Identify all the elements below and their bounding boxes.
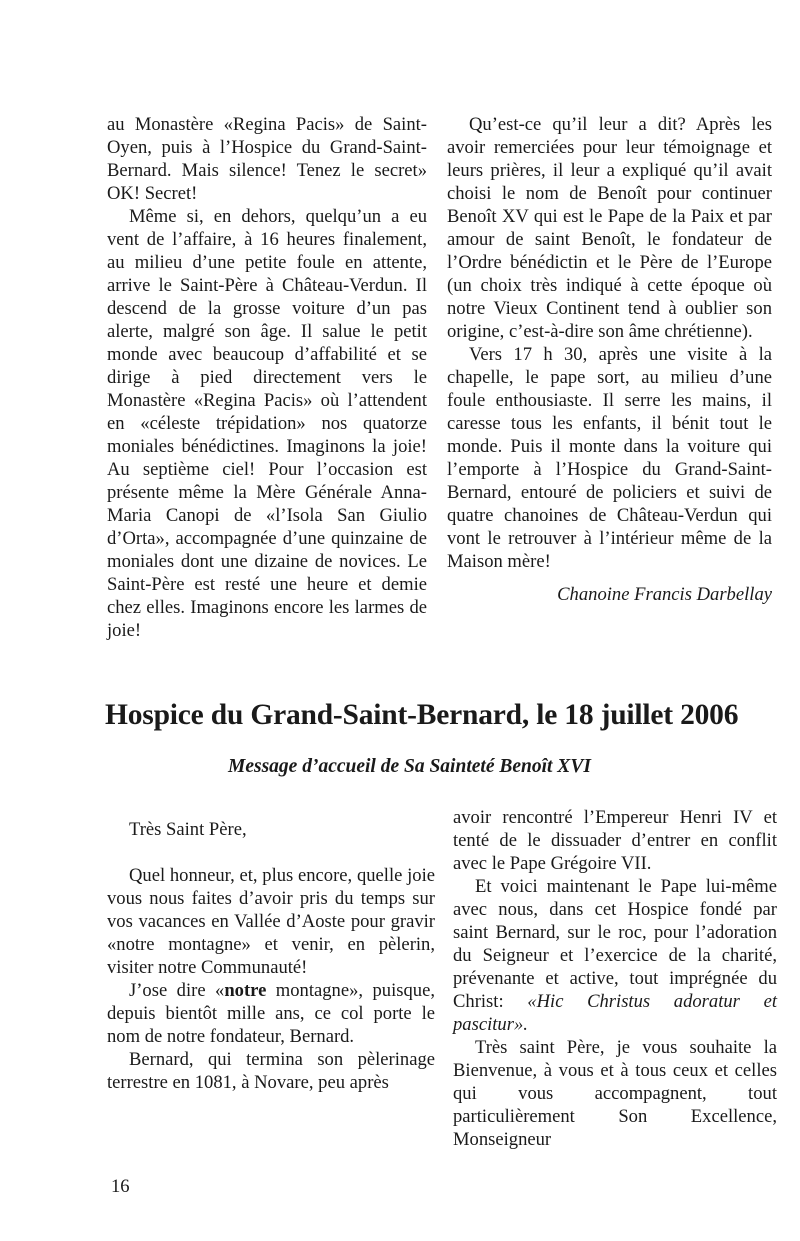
paragraph: Bernard, qui termina son pèlerinage terrestre en 1081, à Novare, peu après	[107, 1049, 435, 1093]
paragraph: au Monastère «Regina Pacis» de Saint-Oyen, puis à l’Hospice du Grand-Saint-Bernard. Mais silence! Tenez le secret» OK! Secret!	[107, 114, 427, 204]
paragraph: Très saint Père, je vous souhaite la Bienvenue, à vous et à tous ceux et celles qui vous accompagnent, tout particulièrement Son Excellence, Monseigneur	[453, 1037, 777, 1150]
text-run: J’ose dire «	[129, 980, 225, 1001]
paragraph	[453, 875, 777, 1036]
section-title: Hospice du Grand-Saint-Bernard, le 18 juillet 2006	[105, 699, 739, 731]
blank-line	[107, 841, 435, 864]
salutation: Très Saint Père,	[129, 819, 247, 840]
paragraph: Qu’est-ce qu’il leur a dit? Après les avoir remerciées pour leur témoignage et leurs prières, il leur a expliqué qu’il avait choisi le nom de Benoît pour continuer Benoît XV qui est le Pape de la Paix et par amour de saint Benoît, le fondateur de l’Ordre bénédictin et le Père de l’Europe (un choix très indiqué à cette époque où notre Vieux Continent tend à oublier son origine, c’est-à-dire son âme chrétienne).	[447, 114, 772, 342]
paragraph: avoir rencontré l’Empereur Henri IV et tenté de le dissuader d’entrer en conflit avec le Pape Grégoire VII.	[453, 807, 777, 874]
latin-quote: «Hic Christus adoratur et pascitur».	[453, 991, 777, 1035]
column-top-left	[107, 113, 427, 642]
page-number: 16	[111, 1176, 130, 1197]
paragraph: Quel honneur, et, plus encore, quelle joie vous nous faites d’avoir pris du temps sur vos vacances en Vallée d’Aoste pour gravir «notre montagne» et venir, en pèlerin, visiter notre Communauté!	[107, 865, 435, 978]
column-bottom-left	[107, 818, 435, 1094]
bold-word: notre	[224, 980, 267, 1001]
paragraph: Même si, en dehors, quelqu’un a eu vent de l’affaire, à 16 heures finalement, au milieu d’une petite foule en attente, arrive le Saint-Père à Château-Verdun. Il descend de la grosse voiture d’un pas alerte, malgré son âge. Il salue le petit monde avec beaucoup d’affabilité et se dirige à pied directement vers le Monastère «Regina Pacis» où l’attendent en «céleste trépidation» nos quatorze moniales bénédictines. Imaginons la joie! Au septième ciel! Pour l’occasion est présente même la Mère Générale Anna-Maria Canopi de «l’Isola San Giulio d’Orta», accompagnée d’une quinzaine de moniales dont une dizaine de novices. Le Saint-Père est resté une heure et demie chez elles. Imaginons encore les larmes de joie!	[107, 206, 427, 641]
text-run: Et voici maintenant le Pape lui-même avec nous, dans cet Hospice fondé par saint Bernard, sur le roc, pour l’adoration du Seigneur et l’exercice de la charité, prévenante et active, tout imprégnée du Christ:	[453, 876, 777, 1012]
column-top-right	[447, 113, 772, 606]
text-run: montagne», puisque, depuis bientôt mille ans, ce col porte le nom de notre fondateur, Bernard.	[107, 980, 435, 1047]
paragraph: Vers 17 h 30, après une visite à la chapelle, le pape sort, au milieu d’une foule enthousiaste. Il serre les mains, il caresse tous les enfants, il bénit tout le monde. Puis il monte dans la voiture qui l’emporte à l’Hospice du Grand-Saint-Bernard, entouré de policiers et suivi de quatre chanoines de Château-Verdun qui vont le retrouver à l’intérieur même de la Maison mère!	[447, 344, 772, 572]
column-bottom-right	[453, 806, 777, 1151]
section-subtitle: Message d’accueil de Sa Sainteté Benoît XVI	[228, 756, 591, 777]
signature: Chanoine Francis Darbellay	[557, 584, 772, 605]
paragraph	[107, 979, 435, 1048]
